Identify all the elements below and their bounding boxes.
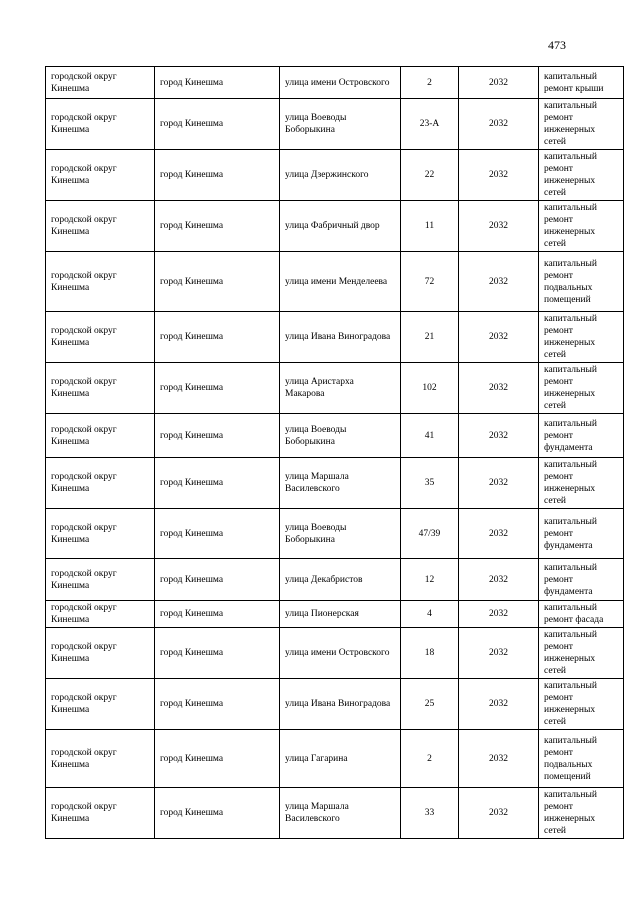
- work-text: капитальный ремонт подвальных помещений: [544, 735, 597, 782]
- municipality-cell: [46, 252, 155, 312]
- street-cell: [280, 730, 401, 788]
- house-number-cell: [401, 679, 459, 730]
- house-text: 35: [424, 478, 435, 488]
- street-text: улица Пионерская: [285, 609, 359, 619]
- table-row: [46, 601, 624, 628]
- city-cell: [155, 312, 280, 363]
- house-text: 23-А: [419, 119, 440, 129]
- street-cell: [280, 363, 401, 414]
- street-text: улица Ивана Виноградова: [285, 699, 391, 709]
- street-cell: [280, 414, 401, 458]
- city-text: город Кинешма: [160, 77, 224, 88]
- municipality-cell: [46, 201, 155, 252]
- year-cell: [459, 201, 539, 252]
- okrug-text: городской округ Кинешма: [51, 642, 117, 664]
- street-text: улица Декабристов: [285, 574, 363, 585]
- work-type-cell: [539, 312, 624, 363]
- street-cell: [280, 601, 401, 628]
- work-text: капитальный ремонт инженерных сетей: [544, 152, 597, 198]
- year-text: 2032: [489, 528, 508, 539]
- table-row: [46, 252, 624, 312]
- year-cell: [459, 150, 539, 201]
- work-text: капитальный ремонт инженерных сетей: [544, 203, 597, 249]
- house-text: 33: [424, 808, 435, 818]
- street-cell: [280, 628, 401, 679]
- okrug-text: городской округ Кинешма: [51, 603, 117, 625]
- year-text: 2032: [489, 699, 508, 709]
- work-type-cell: [539, 679, 624, 730]
- table-row: [46, 679, 624, 730]
- year-cell: [459, 67, 539, 99]
- work-type-cell: [539, 201, 624, 252]
- year-cell: [459, 679, 539, 730]
- work-type-cell: [539, 99, 624, 150]
- street-cell: [280, 252, 401, 312]
- street-cell: [280, 679, 401, 730]
- city-cell: [155, 67, 280, 99]
- city-cell: [155, 414, 280, 458]
- year-cell: [459, 312, 539, 363]
- year-text: 2032: [489, 430, 508, 441]
- city-cell: [155, 150, 280, 201]
- street-text: улица Аристарха Макарова: [285, 377, 354, 399]
- registry-table-body: [46, 67, 624, 839]
- table-row: [46, 414, 624, 458]
- okrug-text: городской округ Кинешма: [51, 270, 117, 293]
- table-row: [46, 730, 624, 788]
- work-type-cell: [539, 363, 624, 414]
- okrug-text: городской округ Кинешма: [51, 747, 117, 770]
- work-text: капитальный ремонт инженерных сетей: [544, 630, 597, 676]
- municipality-cell: [46, 679, 155, 730]
- street-cell: [280, 312, 401, 363]
- year-cell: [459, 414, 539, 458]
- house-text: 11: [424, 221, 435, 231]
- house-number-cell: [401, 788, 459, 839]
- work-text: капитальный ремонт инженерных сетей: [544, 365, 597, 411]
- work-text: капитальный ремонт крыши: [544, 71, 604, 94]
- house-text: 4: [427, 609, 432, 619]
- house-number-cell: [401, 201, 459, 252]
- street-cell: [280, 99, 401, 150]
- year-text: 2032: [489, 478, 508, 488]
- work-text: капитальный ремонт инженерных сетей: [544, 101, 597, 147]
- city-text: город Кинешма: [160, 648, 224, 658]
- municipality-cell: [46, 312, 155, 363]
- year-cell: [459, 509, 539, 559]
- city-text: город Кинешма: [160, 753, 224, 764]
- city-text: город Кинешма: [160, 332, 224, 342]
- municipality-cell: [46, 458, 155, 509]
- work-text: капитальный ремонт инженерных сетей: [544, 460, 597, 506]
- street-text: улица имени Менделеева: [285, 276, 388, 287]
- city-cell: [155, 252, 280, 312]
- year-cell: [459, 628, 539, 679]
- work-text: капитальный ремонт фундамента: [544, 516, 597, 551]
- city-cell: [155, 788, 280, 839]
- street-cell: [280, 559, 401, 601]
- city-text: город Кинешма: [160, 609, 224, 619]
- city-cell: [155, 628, 280, 679]
- okrug-text: городской округ Кинешма: [51, 424, 117, 447]
- year-text: 2032: [489, 332, 508, 342]
- work-text: капитальный ремонт инженерных сетей: [544, 314, 597, 360]
- okrug-text: городской округ Кинешма: [51, 164, 117, 186]
- work-type-cell: [539, 559, 624, 601]
- house-number-cell: [401, 312, 459, 363]
- street-cell: [280, 458, 401, 509]
- year-text: 2032: [489, 648, 508, 658]
- city-cell: [155, 99, 280, 150]
- municipality-cell: [46, 67, 155, 99]
- house-number-cell: [401, 414, 459, 458]
- house-number-cell: [401, 252, 459, 312]
- street-text: улица Гагарина: [285, 753, 348, 764]
- city-text: город Кинешма: [160, 528, 224, 539]
- work-text: капитальный ремонт инженерных сетей: [544, 681, 597, 727]
- year-text: 2032: [489, 119, 508, 129]
- work-type-cell: [539, 509, 624, 559]
- work-text: капитальный ремонт фундамента: [544, 562, 597, 597]
- house-number-cell: [401, 559, 459, 601]
- okrug-text: городской округ Кинешма: [51, 522, 117, 545]
- table-row: [46, 150, 624, 201]
- year-text: 2032: [489, 808, 508, 818]
- city-text: город Кинешма: [160, 276, 224, 287]
- city-text: город Кинешма: [160, 430, 224, 441]
- okrug-text: городской округ Кинешма: [51, 377, 117, 399]
- work-text: капитальный ремонт инженерных сетей: [544, 790, 597, 836]
- street-text: улица Маршала Василевского: [285, 472, 349, 494]
- house-text: 12: [424, 574, 435, 585]
- street-text: улица Воеводы Боборыкина: [285, 522, 347, 545]
- work-type-cell: [539, 788, 624, 839]
- street-text: улица Воеводы Боборыкина: [285, 424, 347, 447]
- city-cell: [155, 458, 280, 509]
- work-text: капитальный ремонт фасада: [544, 603, 604, 625]
- year-text: 2032: [489, 221, 508, 231]
- okrug-text: городской округ Кинешма: [51, 71, 117, 94]
- city-text: город Кинешма: [160, 170, 224, 180]
- okrug-text: городской округ Кинешма: [51, 472, 117, 494]
- year-cell: [459, 363, 539, 414]
- house-text: 25: [424, 699, 435, 709]
- house-text: 47/39: [418, 528, 441, 539]
- okrug-text: городской округ Кинешма: [51, 215, 117, 237]
- city-text: город Кинешма: [160, 119, 224, 129]
- house-number-cell: [401, 67, 459, 99]
- work-type-cell: [539, 730, 624, 788]
- street-text: улица имени Островского: [285, 77, 390, 88]
- table-row: [46, 67, 624, 99]
- work-type-cell: [539, 150, 624, 201]
- okrug-text: городской округ Кинешма: [51, 693, 117, 715]
- year-text: 2032: [489, 753, 508, 764]
- municipality-cell: [46, 414, 155, 458]
- street-cell: [280, 788, 401, 839]
- table-row: [46, 458, 624, 509]
- street-cell: [280, 150, 401, 201]
- year-cell: [459, 788, 539, 839]
- house-text: 2: [427, 753, 432, 764]
- table-row: [46, 201, 624, 252]
- city-cell: [155, 509, 280, 559]
- house-text: 2: [427, 77, 432, 88]
- city-text: город Кинешма: [160, 808, 224, 818]
- street-cell: [280, 67, 401, 99]
- house-number-cell: [401, 509, 459, 559]
- work-text: капитальный ремонт подвальных помещений: [544, 258, 597, 305]
- city-cell: [155, 201, 280, 252]
- city-cell: [155, 601, 280, 628]
- city-cell: [155, 730, 280, 788]
- city-cell: [155, 363, 280, 414]
- table-row: [46, 559, 624, 601]
- year-text: 2032: [489, 170, 508, 180]
- table-row: [46, 312, 624, 363]
- street-text: улица Воеводы Боборыкина: [285, 113, 347, 135]
- work-type-cell: [539, 67, 624, 99]
- city-text: город Кинешма: [160, 478, 224, 488]
- table-row: [46, 509, 624, 559]
- year-cell: [459, 730, 539, 788]
- table-row: [46, 363, 624, 414]
- municipality-cell: [46, 363, 155, 414]
- municipality-cell: [46, 601, 155, 628]
- house-text: 102: [422, 383, 437, 393]
- year-cell: [459, 252, 539, 312]
- year-text: 2032: [489, 276, 508, 287]
- city-cell: [155, 559, 280, 601]
- house-number-cell: [401, 363, 459, 414]
- street-text: улица Фабричный двор: [285, 221, 380, 231]
- municipality-cell: [46, 150, 155, 201]
- year-text: 2032: [489, 574, 508, 585]
- house-number-cell: [401, 628, 459, 679]
- municipality-cell: [46, 559, 155, 601]
- year-cell: [459, 559, 539, 601]
- work-type-cell: [539, 414, 624, 458]
- street-cell: [280, 201, 401, 252]
- registry-table: [45, 66, 624, 839]
- municipality-cell: [46, 628, 155, 679]
- table-row: [46, 99, 624, 150]
- house-text: 18: [424, 648, 435, 658]
- house-number-cell: [401, 150, 459, 201]
- street-text: улица имени Островского: [285, 648, 390, 658]
- table-row: [46, 628, 624, 679]
- year-cell: [459, 99, 539, 150]
- table-row: [46, 788, 624, 839]
- city-text: город Кинешма: [160, 221, 224, 231]
- city-text: город Кинешма: [160, 574, 224, 585]
- house-text: 22: [424, 170, 435, 180]
- municipality-cell: [46, 99, 155, 150]
- city-text: город Кинешма: [160, 383, 224, 393]
- street-text: улица Дзержинского: [285, 170, 369, 180]
- house-number-cell: [401, 730, 459, 788]
- municipality-cell: [46, 730, 155, 788]
- street-text: улица Маршала Василевского: [285, 802, 349, 824]
- page-number: 473: [548, 38, 566, 52]
- work-type-cell: [539, 601, 624, 628]
- work-type-cell: [539, 458, 624, 509]
- year-text: 2032: [489, 77, 508, 88]
- year-cell: [459, 601, 539, 628]
- street-text: улица Ивана Виноградова: [285, 332, 391, 342]
- city-cell: [155, 679, 280, 730]
- house-text: 72: [424, 276, 435, 287]
- work-text: капитальный ремонт фундамента: [544, 418, 597, 453]
- house-number-cell: [401, 458, 459, 509]
- house-text: 41: [424, 430, 435, 441]
- okrug-text: городской округ Кинешма: [51, 326, 117, 348]
- okrug-text: городской округ Кинешма: [51, 568, 117, 591]
- house-number-cell: [401, 99, 459, 150]
- okrug-text: городской округ Кинешма: [51, 802, 117, 824]
- municipality-cell: [46, 509, 155, 559]
- work-type-cell: [539, 628, 624, 679]
- municipality-cell: [46, 788, 155, 839]
- street-cell: [280, 509, 401, 559]
- house-number-cell: [401, 601, 459, 628]
- year-text: 2032: [489, 609, 508, 619]
- house-text: 21: [424, 332, 435, 342]
- city-text: город Кинешма: [160, 699, 224, 709]
- year-text: 2032: [489, 383, 508, 393]
- okrug-text: городской округ Кинешма: [51, 113, 117, 135]
- work-type-cell: [539, 252, 624, 312]
- year-cell: [459, 458, 539, 509]
